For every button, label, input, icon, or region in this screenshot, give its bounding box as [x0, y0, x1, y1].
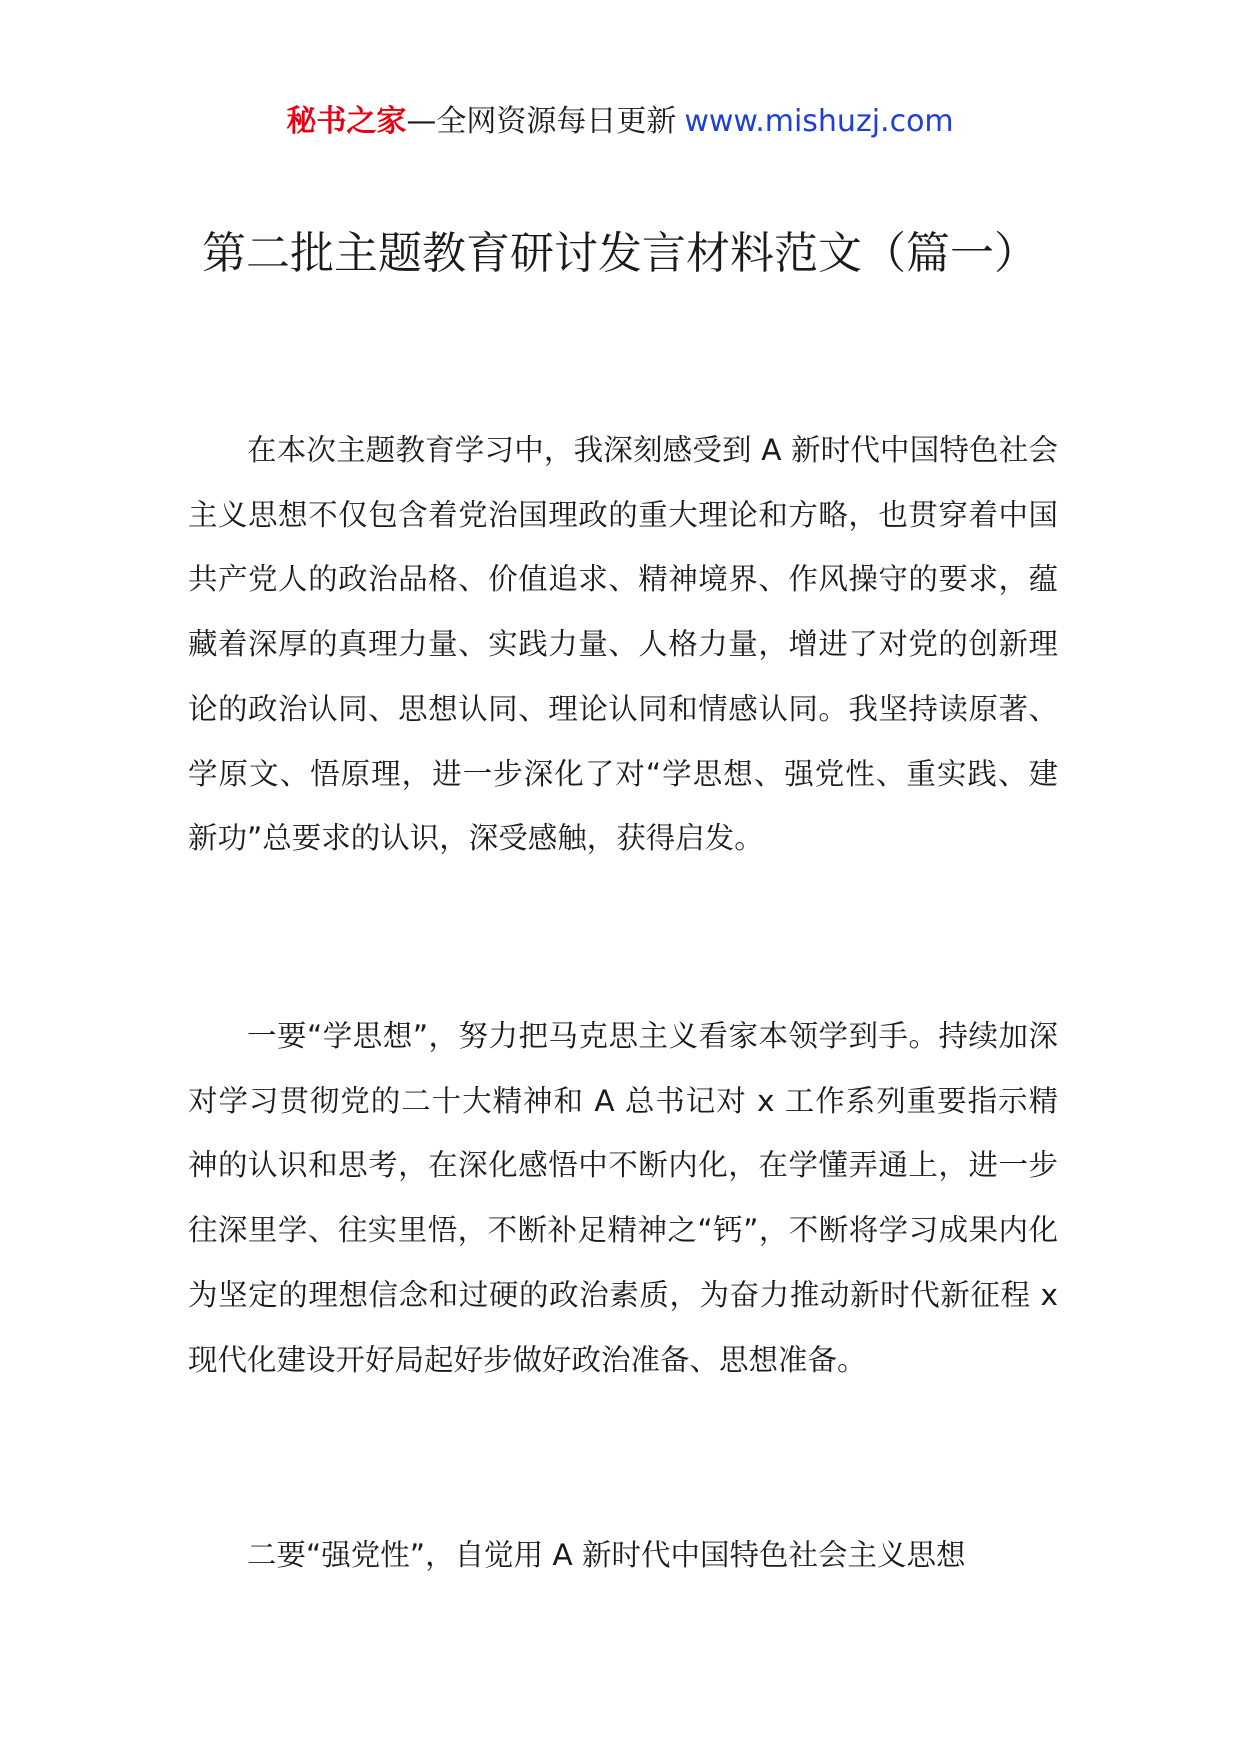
site-url-link[interactable]: www.mishuzj.com: [684, 104, 954, 139]
site-header: [0, 100, 1240, 144]
header-tagline: —全网资源每日更新: [406, 104, 677, 139]
body-paragraph-2: 一要“学思想”，努力把马克思主义看家本领学到手。持续加深对学习贯彻党的二十大精神和 A 总书记对 x 工作系列重要指示精神的认识和思考，在深化感悟中不断内化，在学懂弄通上，进一步往深里学、往实里悟，不断补足精神之“钙”，不断将学习成果内化为坚定的理想信念和过硬的政治素质，为奋力推动新时代新征程 x 现代化建设开好局起好步做好政治准备、思想准备。: [188, 1019, 1058, 1377]
body-paragraph-3: 二要“强党性”，自觉用 A 新时代中国特色社会主义思想: [247, 1538, 966, 1572]
brand-name: 秘书之家: [286, 104, 407, 139]
document-title: 第二批主题教育研讨发言材料范文（篇一）: [202, 228, 1038, 279]
body-paragraph-1: 在本次主题教育学习中，我深刻感受到 A 新时代中国特色社会主义思想不仅包含着党治国理政的重大理论和方略，也贯穿着中国共产党人的政治品格、价值追求、精神境界、作风操守的要求，蕴藏着深厚的真理力量、实践力量、人格力量，增进了对党的创新理论的政治认同、思想认同、理论认同和情感认同。我坚持读原著、学原文、悟原理，进一步深化了对“学思想、强党性、重实践、建新功”总要求的认识，深受感触，获得启发。: [188, 433, 1058, 856]
